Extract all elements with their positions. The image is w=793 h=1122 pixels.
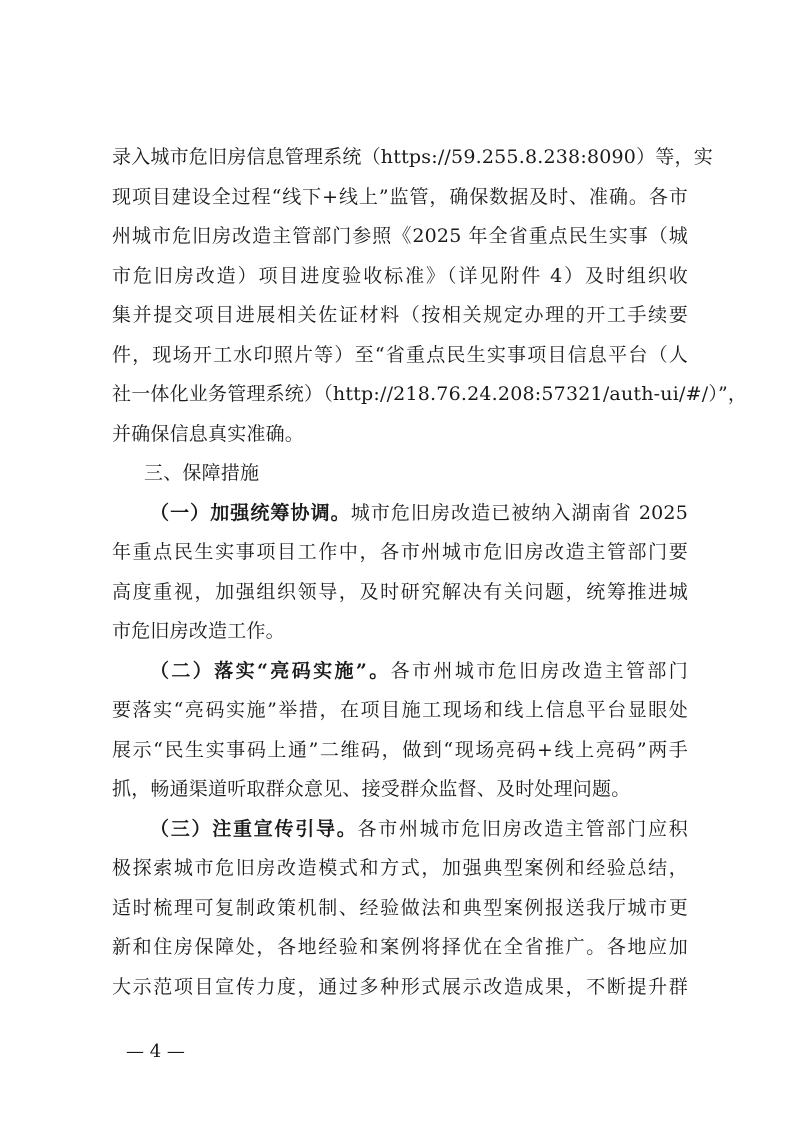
item3-title: （三）注重宣传引导。	[150, 817, 358, 840]
intro-line-6: 件，现场开工水印照片等）至“省重点民生实事项目信息平台（人	[112, 343, 688, 366]
item1-title: （一）加强统筹协调。	[150, 501, 351, 524]
item1-first-line-text: 城市危旧房改造已被纳入湖南省 2025	[350, 501, 688, 524]
intro-line-3: 州城市危旧房改造主管部门参照《2025 年全省重点民生实事（城	[112, 225, 688, 247]
intro-line-5: 集并提交项目进展相关佐证材料（按相关规定办理的开工手续要	[112, 304, 688, 326]
body-text	[112, 138, 748, 1007]
item2-title: （二）落实“亮码实施”。	[150, 659, 391, 682]
section-heading: 三、保障措施	[144, 462, 260, 484]
item3-line-2: 极探索城市危旧房改造模式和方式，加强典型案例和经验总结，	[112, 857, 688, 879]
item2-line-3: 展示“民生实事码上通”二维码，做到“现场亮码+线上亮码”两手	[112, 738, 688, 761]
item1-line-4: 市危旧房改造工作。	[112, 620, 285, 642]
item2-line-2: 要落实“亮码实施”举措，在项目施工现场和线上信息平台显眼处	[112, 699, 688, 721]
intro-line-2: 现项目建设全过程“线下+线上”监管，确保数据及时、准确。各市	[112, 185, 688, 208]
intro-line-7: 社一体化业务管理系统）（http://218.76.24.208:57321/auth-ui/#/）”，	[112, 383, 748, 405]
intro-line-1: 录入城市危旧房信息管理系统（https://59.255.8.238:8090）等，实	[112, 146, 713, 168]
page-number: — 4 —	[126, 1041, 185, 1062]
item3-first-line	[112, 810, 688, 850]
item2-first-line	[112, 652, 688, 692]
item2-line-4: 抓，畅通渠道听取群众意见、接受群众监督、及时处理问题。	[112, 778, 631, 800]
item3-first-line-text: 各市州城市危旧房改造主管部门应积	[357, 817, 688, 840]
item1-line-3: 高度重视，加强组织领导，及时研究解决有关问题，统筹推进城	[112, 580, 688, 603]
intro-line-4: 市危旧房改造）项目进度验收标准》（详见附件 4）及时组织收	[112, 264, 688, 287]
item2-first-line-text: 各市州城市危旧房改造主管部门	[390, 659, 688, 682]
item1-first-line	[112, 494, 688, 534]
item1-line-2: 年重点民生实事项目工作中，各市州城市危旧房改造主管部门要	[112, 541, 688, 563]
item3-line-4: 新和住房保障处，各地经验和案例将择优在全省推广。各地应加	[112, 936, 688, 958]
intro-line-8: 并确保信息真实准确。	[112, 422, 305, 445]
item3-line-5: 大示范项目宣传力度，通过多种形式展示改造成果，不断提升群	[112, 975, 688, 998]
item3-line-3: 适时梳理可复制政策机制、经验做法和典型案例报送我厅城市更	[112, 896, 688, 919]
